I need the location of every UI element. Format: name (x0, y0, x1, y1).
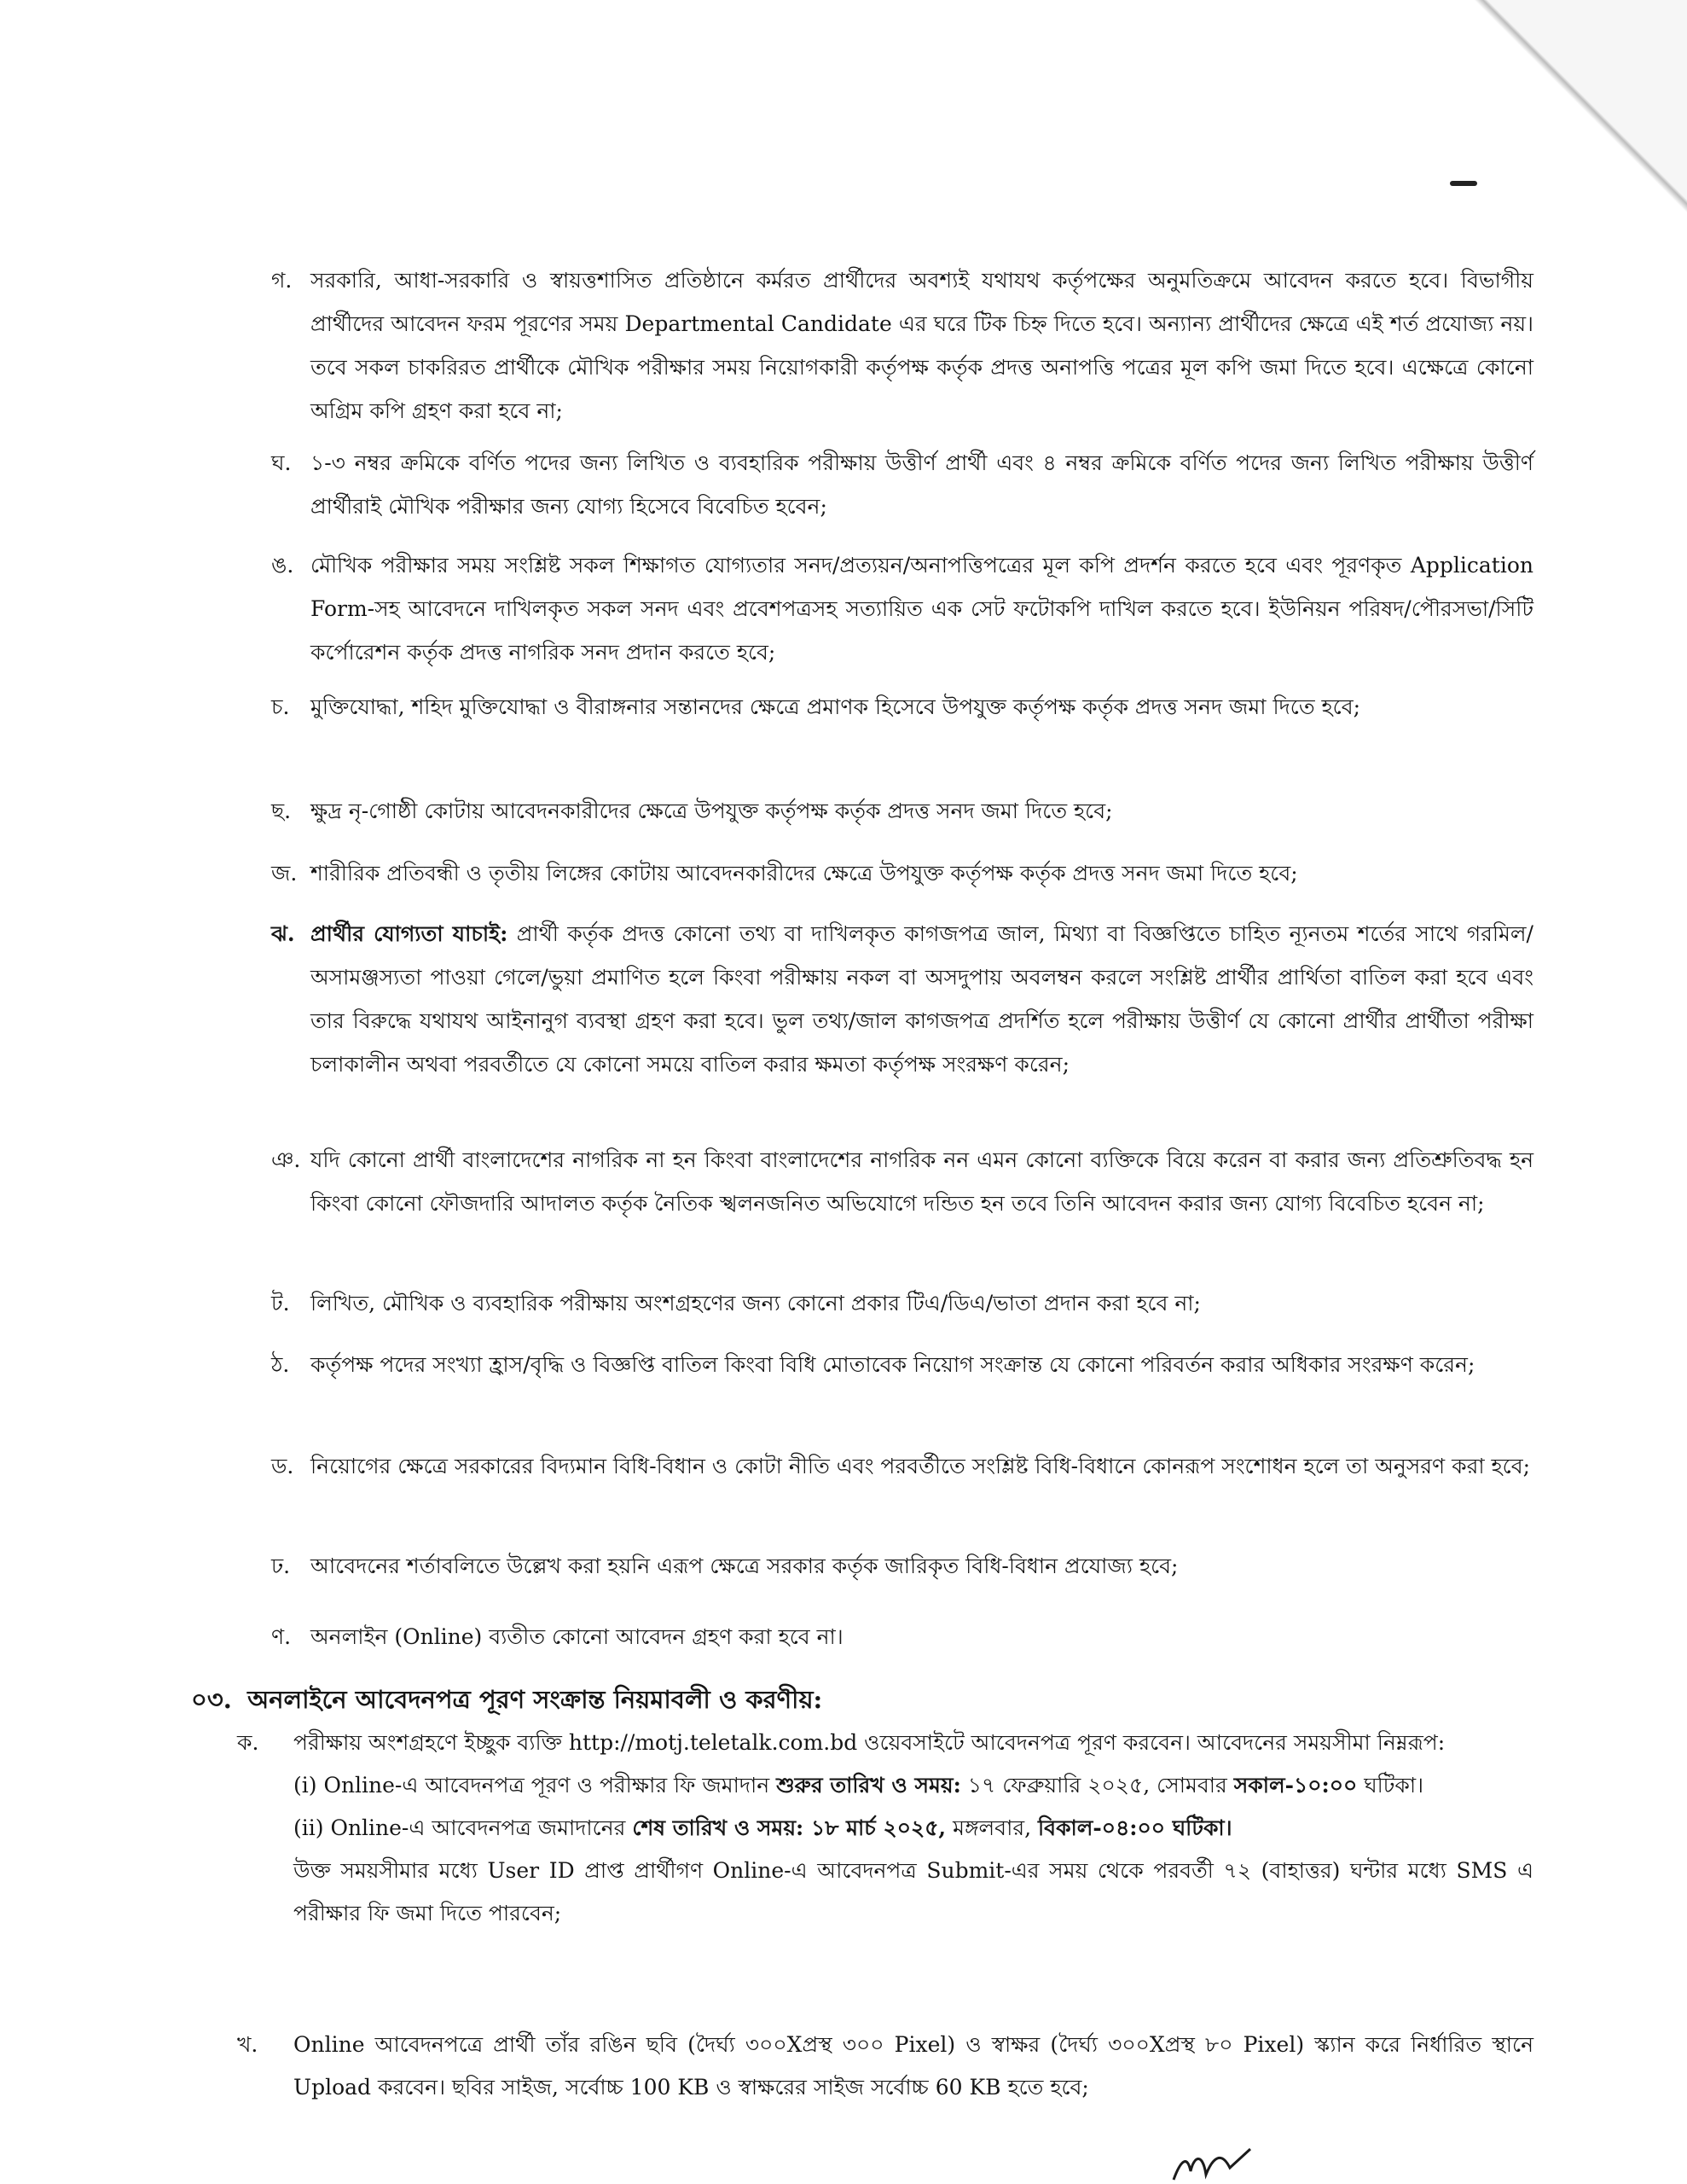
clause-marker: ঢ. (271, 1554, 291, 1578)
subclause-kha (237, 2024, 1533, 2109)
subclause-text: পরীক্ষায় অংশগ্রহণে ইচ্ছুক ব্যক্তি http://motj.teletalk.com.bd ওয়েবসাইটে আবেদনপত্র পূরণ করবেন। আবেদনের সময়সীমা নিম্নরূপ: (293, 1730, 1446, 1755)
clause-marker: জ. (271, 861, 298, 886)
subclause-ka (237, 1722, 1533, 1935)
end-day: মঙ্গলবার, (953, 1815, 1032, 1840)
clause-marker: ঘ. (271, 450, 292, 475)
section-heading (191, 1681, 822, 1718)
clause-marker: ঝ. (271, 921, 295, 946)
clause-text: নিয়োগের ক্ষেত্রে সরকারের বিদ্যমান বিধি-বিধান ও কোটা নীতি এবং পরবর্তীতে সংশ্লিষ্ট বিধি-বিধানে কোনরূপ সংশোধন হলে তা অনুসরণ করা হবে; (310, 1454, 1531, 1478)
clause-nya (271, 1138, 1533, 1225)
clause-ga (271, 258, 1533, 433)
schedule-start-line: (i) Online-এ আবেদনপত্র পূরণ ও পরীক্ষার ফি জমাদান শুরুর তারিখ ও সময়: ১৭ ফেব্রুয়ারি ২০২৫, সোমবার সকাল-১০:০০ ঘটিকা। (293, 1773, 1424, 1798)
start-date-label: শুরুর তারিখ ও সময়: (776, 1773, 961, 1798)
clause-marker: ঠ. (271, 1352, 290, 1377)
clause-marker: ণ. (271, 1624, 292, 1649)
clause-text: আবেদনের শর্তাবলিতে উল্লেখ করা হয়নি এরূপ ক্ষেত্রে সরকার কর্তৃক জারিকৃত বিধি-বিধান প্রযোজ্য হবে; (310, 1554, 1179, 1578)
clause-dha (271, 1544, 1533, 1588)
clause-tha (271, 1343, 1533, 1386)
clause-ja (271, 851, 1533, 895)
clause-marker: গ. (271, 268, 293, 293)
clause-marker: ছ. (271, 799, 292, 823)
clause-text: যদি কোনো প্রার্থী বাংলাদেশের নাগরিক না হন কিংবা বাংলাদেশের নাগরিক নন এমন কোনো ব্যক্তিকে বিয়ে করেন বা করার জন্য প্রতিশ্রুতিবদ্ধ হন কিংবা কোনো ফৌজদারি আদালত কর্তৃক নৈতিক স্খলনজনিত অভিযোগে দন্ডিত হন তবে তিনি আবেদন করার জন্য যোগ্য বিবেচিত হবেন না; (310, 1147, 1533, 1216)
end-time: বিকাল-০৪:০০ ঘটিকা। (1038, 1815, 1232, 1840)
fee-note: উক্ত সময়সীমার মধ্যে User ID প্রাপ্ত প্রার্থীগণ Online-এ আবেদনপত্র Submit-এর সময় থেকে পরবর্তী ৭২ (বাহাত্তর) ঘন্টার মধ্যে SMS এ পরীক্ষার ফি জমা দিতে পারবেন; (293, 1858, 1533, 1926)
subclause-text: Online আবেদনপত্রে প্রার্থী তাঁর রঙিন ছবি (দৈর্ঘ্য ৩০০Xপ্রস্থ ৩০০ Pixel) ও স্বাক্ষর (দৈর্ঘ্য ৩০০Xপ্রস্থ ৮০ Pixel) স্ক্যান করে নির্ধারিত স্থানে Upload করবেন। ছবির সাইজ, সর্বোচ্চ 100 KB ও স্বাক্ষরের সাইজ সর্বোচ্চ 60 KB হতে হবে; (293, 2032, 1533, 2100)
section-number: ০৩. (191, 1685, 232, 1714)
clause-uo (271, 543, 1533, 674)
clause-text: ক্ষুদ্র নৃ-গোষ্ঠী কোটায় আবেদনকারীদের ক্ষেত্রে উপযুক্ত কর্তৃপক্ষ কর্তৃক প্রদত্ত সনদ জমা দিতে হবে; (310, 799, 1113, 823)
end-date: শেষ তারিখ ও সময়: ১৮ মার্চ ২০২৫, (632, 1815, 947, 1840)
signature-mark (1168, 2146, 1262, 2184)
ink-mark (1450, 181, 1477, 186)
clause-na (271, 1615, 1533, 1658)
subclause-marker: ক. (237, 1730, 259, 1755)
clause-cha (271, 789, 1533, 833)
clause-text: সরকারি, আধা-সরকারি ও স্বায়ত্তশাসিত প্রতিষ্ঠানে কর্মরত প্রার্থীদের অবশ্যই যথাযথ কর্তৃপক্ষের অনুমতিক্রমে আবেদন করতে হবে। বিভাগীয় প্রার্থীদের আবেদন ফরম পূরণের সময় Departmental Candidate এর ঘরে টিক চিহ্ন দিতে হবে। অন্যান্য প্রার্থীদের ক্ষেত্রে এই শর্ত প্রযোজ্য নয়। তবে সকল চাকরিরত প্রার্থীকে মৌখিক পরীক্ষার সময় নিয়োগকারী কর্তৃপক্ষ কর্তৃক প্রদত্ত অনাপত্তি পত্রের মূল কপি জমা দিতে হবে। এক্ষেত্রে কোনো অগ্রিম কপি গ্রহণ করা হবে না; (310, 268, 1533, 423)
clause-text: মুক্তিযোদ্ধা, শহিদ মুক্তিযোদ্ধা ও বীরাঙ্গনার সন্তানদের ক্ষেত্রে প্রমাণক হিসেবে উপযুক্ত কর্তৃপক্ষ কর্তৃক প্রদত্ত সনদ জমা দিতে হবে; (310, 694, 1361, 719)
start-date: ১৭ ফেব্রুয়ারি ২০২৫, সোমবার (967, 1773, 1227, 1798)
section-title: অনলাইনে আবেদনপত্র পূরণ সংক্রান্ত নিয়মাবলী ও করণীয়: (247, 1685, 823, 1714)
clause-text: শারীরিক প্রতিবন্ধী ও তৃতীয় লিঙ্গের কোটায় আবেদনকারীদের ক্ষেত্রে উপযুক্ত কর্তৃপক্ষ কর্তৃক প্রদত্ত সনদ জমা দিতে হবে; (310, 861, 1298, 886)
clause-marker: ট. (271, 1291, 290, 1316)
clause-text (310, 912, 1533, 1086)
clause-body: প্রার্থী কর্তৃক প্রদত্ত কোনো তথ্য বা দাখিলকৃত কাগজপত্র জাল, মিথ্যা বা বিজ্ঞপ্তিতে চাহিত ন্যূনতম শর্তের সাথে গরমিল/অসামঞ্জস্যতা পাওয়া গেলে/ভুয়া প্রমাণিত হলে কিংবা পরীক্ষায় নকল বা অসদুপায় অবলম্বন করলে সংশ্লিষ্ট প্রার্থীর প্রার্থিতা বাতিল করা হবে এবং তার বিরুদ্ধে যথাযথ আইনানুগ ব্যবস্থা গ্রহণ করা হবে। ভুল তথ্য/জাল কাগজপত্র প্রদর্শিত হলে পরীক্ষায় উত্তীর্ণ যে কোনো প্রার্থীর প্রার্থীতা পরীক্ষা চলাকালীন অথবা পরবর্তীতে যে কোনো সময়ে বাতিল করার ক্ষমতা কর্তৃপক্ষ সংরক্ষণ করেন; (310, 921, 1533, 1077)
clause-text: ১-৩ নম্বর ক্রমিকে বর্ণিত পদের জন্য লিখিত ও ব্যবহারিক পরীক্ষায় উত্তীর্ণ প্রার্থী এবং ৪ নম্বর ক্রমিকে বর্ণিত পদের জন্য লিখিত পরীক্ষায় উত্তীর্ণ প্রার্থীরাই মৌখিক পরীক্ষার জন্য যোগ্য হিসেবে বিবেচিত হবেন; (310, 450, 1533, 519)
clause-marker: ড. (271, 1454, 294, 1478)
clause-marker: চ. (271, 694, 290, 719)
clause-marker: ঙ. (271, 553, 294, 578)
clause-jha (271, 912, 1533, 1086)
clause-ta (271, 1281, 1533, 1325)
subclause-marker: খ. (237, 2032, 258, 2057)
clause-text: মৌখিক পরীক্ষার সময় সংশ্লিষ্ট সকল শিক্ষাগত যোগ্যতার সনদ/প্রত্যয়ন/অনাপত্তিপত্রের মূল কপি প্রদর্শন করতে হবে এবং পূরণকৃত Application Form-সহ আবেদনে দাখিলকৃত সকল সনদ এবং প্রবেশপত্রসহ সত্যায়িত এক সেট ফটোকপি দাখিল করতে হবে। ইউনিয়ন পরিষদ/পৌরসভা/সিটি কর্পোরেশন কর্তৃক প্রদত্ত নাগরিক সনদ প্রদান করতে হবে; (310, 553, 1533, 665)
folded-page-corner (1465, 0, 1687, 222)
clause-text: অনলাইন (Online) ব্যতীত কোনো আবেদন গ্রহণ করা হবে না। (310, 1624, 844, 1649)
clause-gha (271, 441, 1533, 528)
start-time: সকাল-১০:০০ (1233, 1773, 1358, 1798)
clause-lead: প্রার্থীর যোগ্যতা যাচাই: (310, 921, 508, 946)
clause-da (271, 1444, 1533, 1488)
clause-ca (271, 685, 1533, 729)
schedule-end-line: (ii) Online-এ আবেদনপত্র জমাদানের শেষ তারিখ ও সময়: ১৮ মার্চ ২০২৫, মঙ্গলবার, বিকাল-০৪:০০ ঘটিকা। (293, 1815, 1232, 1840)
clause-marker: ঞ. (271, 1147, 301, 1172)
clause-text: লিখিত, মৌখিক ও ব্যবহারিক পরীক্ষায় অংশগ্রহণের জন্য কোনো প্রকার টিএ/ডিএ/ভাতা প্রদান করা হবে না; (310, 1291, 1201, 1316)
clause-text: কর্তৃপক্ষ পদের সংখ্যা হ্রাস/বৃদ্ধি ও বিজ্ঞপ্তি বাতিল কিংবা বিধি মোতাবেক নিয়োগ সংক্রান্ত যে কোনো পরিবর্তন করার অধিকার সংরক্ষণ করেন; (310, 1352, 1475, 1377)
